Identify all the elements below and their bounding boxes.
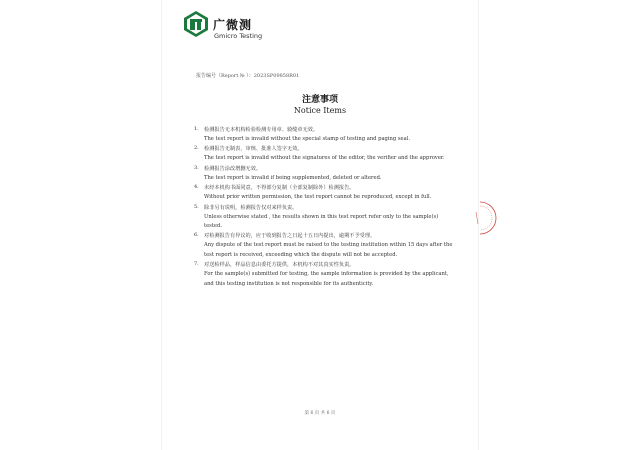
company-logo bbox=[182, 10, 302, 44]
item-number: 5. bbox=[194, 203, 199, 210]
notice-items-list bbox=[194, 126, 454, 290]
item-text-chinese: 检测报告无本机构检验检测专用章、骑缝章无效。 bbox=[204, 127, 319, 133]
page-title-english: Notice Items bbox=[293, 106, 347, 115]
gt-logo-icon bbox=[182, 10, 210, 38]
item-number: 1. bbox=[194, 126, 199, 132]
paging-seal-stamp-icon bbox=[460, 198, 500, 238]
notice-item-5 bbox=[194, 204, 454, 232]
page-title-chinese: 注意事项 bbox=[301, 95, 338, 105]
item-number: 2. bbox=[194, 145, 199, 152]
notice-item-4 bbox=[194, 184, 454, 202]
item-text-english: Without prior written permission, the test report cannot be reproduced, except in full. bbox=[204, 194, 432, 201]
item-text-chinese: 检测报告涂改增删无效。 bbox=[204, 165, 262, 172]
logo-english-name: Gmicro Testing bbox=[214, 32, 263, 40]
item-text-english: The test report is invalid without the special stamp of testing and paging seal. bbox=[204, 136, 410, 142]
item-number: 3. bbox=[194, 164, 199, 171]
item-text-english: Any dispute of the test report must be raised to the testing institution within 15 days after the test report is received, exceeding which the dispute will not be accepted. bbox=[204, 242, 453, 258]
page-footer: 第 6 页 共 6 页 bbox=[304, 411, 336, 416]
notice-item-6 bbox=[194, 232, 454, 260]
notice-item-2 bbox=[194, 145, 454, 163]
item-number: 7. bbox=[194, 261, 199, 268]
item-text-chinese: 对送检样品，样品信息由委托方提供，本机构不对其真实性负责。 bbox=[204, 262, 355, 269]
item-text-english: Unless otherwise stated , the results shown in this test report refer only to the sample(s) tested. bbox=[204, 213, 439, 230]
report-page bbox=[162, 0, 478, 450]
item-text-chinese: 检测报告无制表、审核、批准人签字无效。 bbox=[204, 146, 303, 153]
notice-item-7 bbox=[194, 261, 454, 289]
notice-item-3 bbox=[194, 165, 454, 183]
item-text-english: The test report is invalid if being supplemented, deleted or altered. bbox=[204, 174, 382, 181]
item-number: 4. bbox=[194, 184, 199, 191]
notice-item-1 bbox=[194, 126, 454, 144]
item-text-chinese: 未经本机构书面同意，不得部分复制（全部复制除外）检测报告。 bbox=[204, 185, 355, 192]
item-text-english: For the sample(s) submitted for testing, the sample information is provided by the applicant, and this testing institution is not responsible for its authenticity. bbox=[204, 271, 449, 287]
item-text-chinese: 除非另有说明，检测报告仅对来样负责。 bbox=[204, 204, 298, 211]
report-number: 报告编号（Report № ）：2023SP09858R01 bbox=[196, 73, 300, 79]
logo-chinese-name: 广微测 bbox=[213, 18, 253, 32]
item-number: 6. bbox=[194, 232, 199, 239]
item-text-chinese: 对检测报告有异议的，应于收到报告之日起十五日内提出，逾期不予受理。 bbox=[204, 233, 376, 240]
item-text-english: The test report is invalid without the signatures of the editor, the verifier and the approver. bbox=[204, 155, 445, 162]
